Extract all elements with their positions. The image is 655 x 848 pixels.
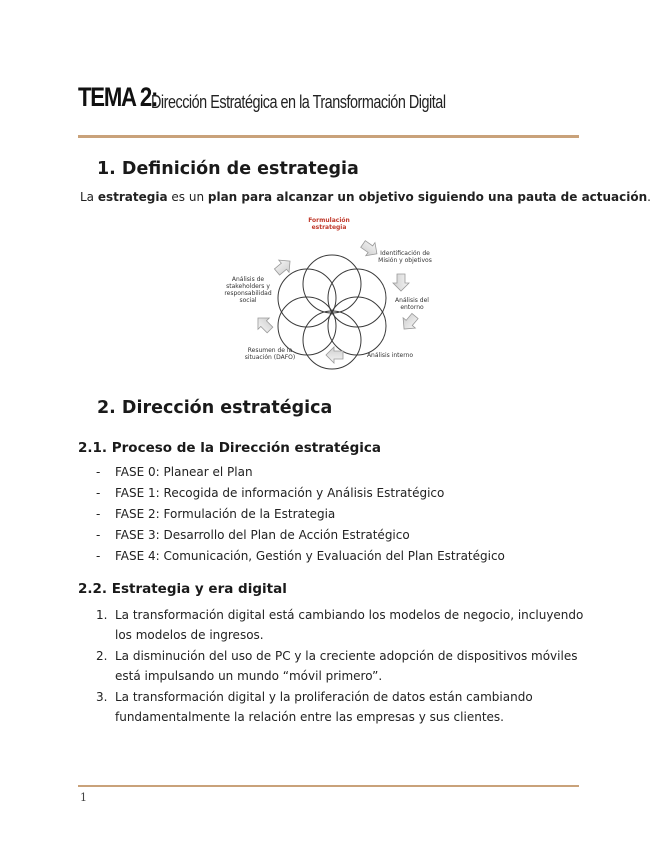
list-item-text: FASE 0: Planear el Plan <box>115 465 253 479</box>
cycle-arrow <box>398 311 421 334</box>
list-item <box>96 504 505 525</box>
list-marker: - <box>96 465 101 479</box>
topic-title: Dirección Estratégica en la Transformación Digital <box>151 92 446 112</box>
strategy-definition <box>80 190 651 204</box>
list-item-text: La disminución del uso de PC y la creciente adopción de dispositivos móviles está impulsando un mundo “móvil primero”. <box>115 649 578 683</box>
definition-text-end: . <box>647 190 651 204</box>
diagram-label-internal: Análisis interno <box>366 352 414 359</box>
page-number: 1 <box>80 791 87 804</box>
footer-rule <box>78 785 579 787</box>
list-item-text: La transformación digital y la proliferación de datos están cambiando fundamentalmente la relación entre las empresas y sus clientes. <box>115 690 533 724</box>
definition-text-mid: es un <box>167 190 208 204</box>
header-rule <box>78 135 579 138</box>
list-marker: - <box>96 528 101 542</box>
list-item <box>96 605 585 645</box>
list-marker: - <box>96 507 101 521</box>
subsection-2-1-heading: 2.1. Proceso de la Dirección estratégica <box>78 440 381 456</box>
list-marker: - <box>96 549 101 563</box>
list-item-text: FASE 4: Comunicación, Gestión y Evaluación del Plan Estratégico <box>115 549 505 563</box>
list-item <box>96 646 585 686</box>
phase-list <box>96 462 505 567</box>
subsection-2-2-heading: 2.2. Estrategia y era digital <box>78 581 287 597</box>
cycle-arrow <box>393 274 409 291</box>
topic-number: TEMA 2: <box>78 82 158 112</box>
list-item <box>96 462 505 483</box>
section-1-heading: 1. Definición de estrategia <box>97 159 359 179</box>
definition-phrase: plan para alcanzar un objetivo siguiendo una pauta de actuación <box>207 190 648 204</box>
list-item-text: FASE 1: Recogida de información y Análisis Estratégico <box>115 486 445 500</box>
list-item-text: La transformación digital está cambiando los modelos de negocio, incluyendo los modelos de ingresos. <box>115 608 584 642</box>
list-number: 1. <box>96 608 108 622</box>
list-item <box>96 687 585 727</box>
list-number: 2. <box>96 649 108 663</box>
list-item-text: FASE 2: Formulación de la Estrategia <box>115 507 336 521</box>
list-item <box>96 483 505 504</box>
diagram-label-mission: Identificación de Misión y objetivos <box>378 250 432 264</box>
diagram-label-formulation: Formulación estrategia <box>308 217 350 231</box>
list-item-text: FASE 3: Desarrollo del Plan de Acción Estratégico <box>115 528 410 542</box>
definition-text-pre: La <box>80 190 98 204</box>
list-number: 3. <box>96 690 108 704</box>
list-marker: - <box>96 486 101 500</box>
diagram-label-environment: Análisis del entorno <box>395 297 429 311</box>
definition-term: estrategia <box>97 190 168 204</box>
list-item <box>96 546 505 567</box>
diagram-label-stakeholders: Análisis de stakeholders y responsabilidad social <box>224 276 272 304</box>
section-2-heading: 2. Dirección estratégica <box>97 398 333 418</box>
diagram-label-swot: Resumen de la situación (DAFO) <box>244 347 296 361</box>
strategy-cycle-diagram <box>215 212 447 372</box>
page-title <box>78 82 446 112</box>
digital-era-list <box>96 605 585 728</box>
list-item <box>96 525 505 546</box>
cycle-arrow <box>272 255 295 278</box>
cycle-arrow <box>252 312 275 335</box>
